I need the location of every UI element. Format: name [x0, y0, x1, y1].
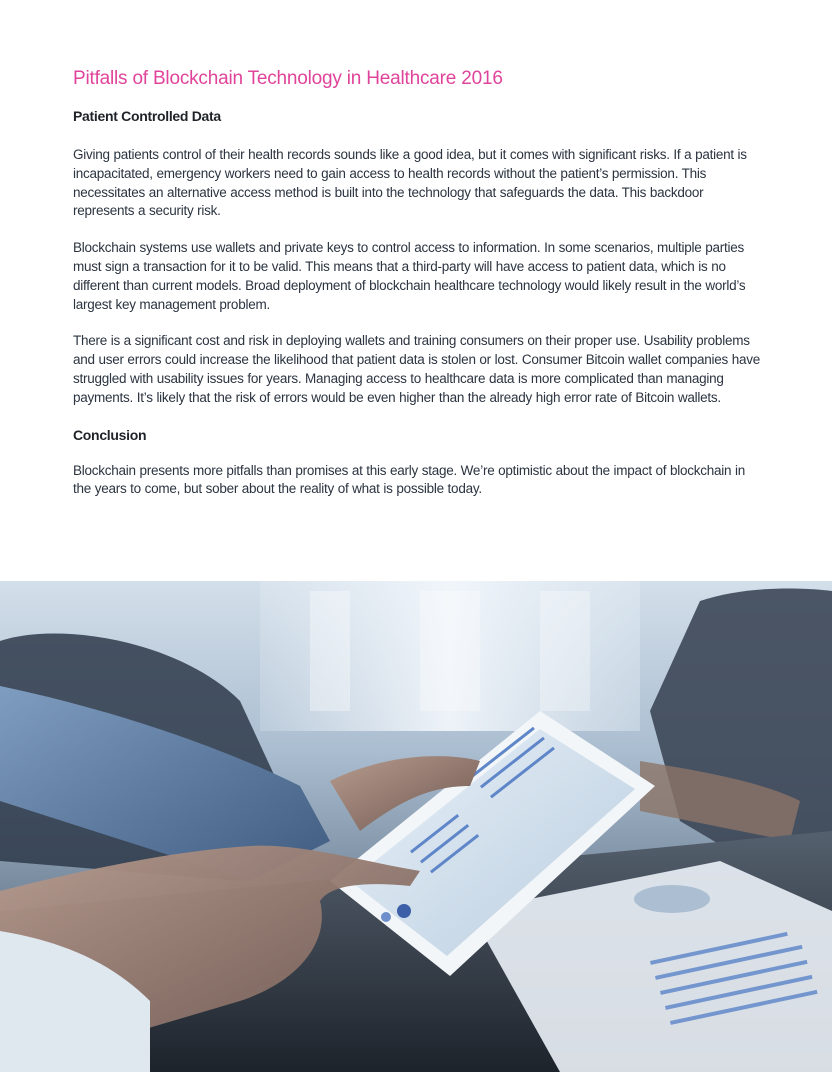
document-title: Pitfalls of Blockchain Technology in Healthcare 2016 [73, 68, 503, 89]
section-heading-patient-controlled-data: Patient Controlled Data [73, 108, 221, 124]
document-body [73, 66, 763, 499]
paragraph: Blockchain systems use wallets and private keys to control access to information. In some scenarios, multiple parties must sign a transaction for it to be valid. This means that a third-party will have access to patient data, which is no different than current models. Broad deployment of blockchain healthcare technology would likely result in the world’s largest key management problem. [73, 240, 746, 312]
paragraph: There is a significant cost and risk in deploying wallets and training consumers on their proper use. Usability problems and user errors could increase the likelihood that patient data is stolen or lost. Consumer Bitcoin wallet companies have struggled with usability issues for years. Managing access to healthcare data is more complicated than managing payments. It’s likely that the risk of errors would be even higher than the already high error rate of Bitcoin wallets. [73, 333, 760, 405]
business-meeting-tablet-photo [0, 581, 832, 1072]
paragraph: Blockchain presents more pitfalls than promises at this early stage. We’re optimistic about the impact of blockchain in the years to come, but sober about the reality of what is possible today. [73, 462, 745, 497]
section-heading-conclusion: Conclusion [73, 426, 147, 443]
paragraph: Giving patients control of their health records sounds like a good idea, but it comes with significant risks. If a patient is incapacitated, emergency workers need to gain access to health records without the patient’s permission. This necessitates an alternative access method is built into the technology that safeguards the data. This backdoor represents a security risk. [73, 147, 747, 219]
